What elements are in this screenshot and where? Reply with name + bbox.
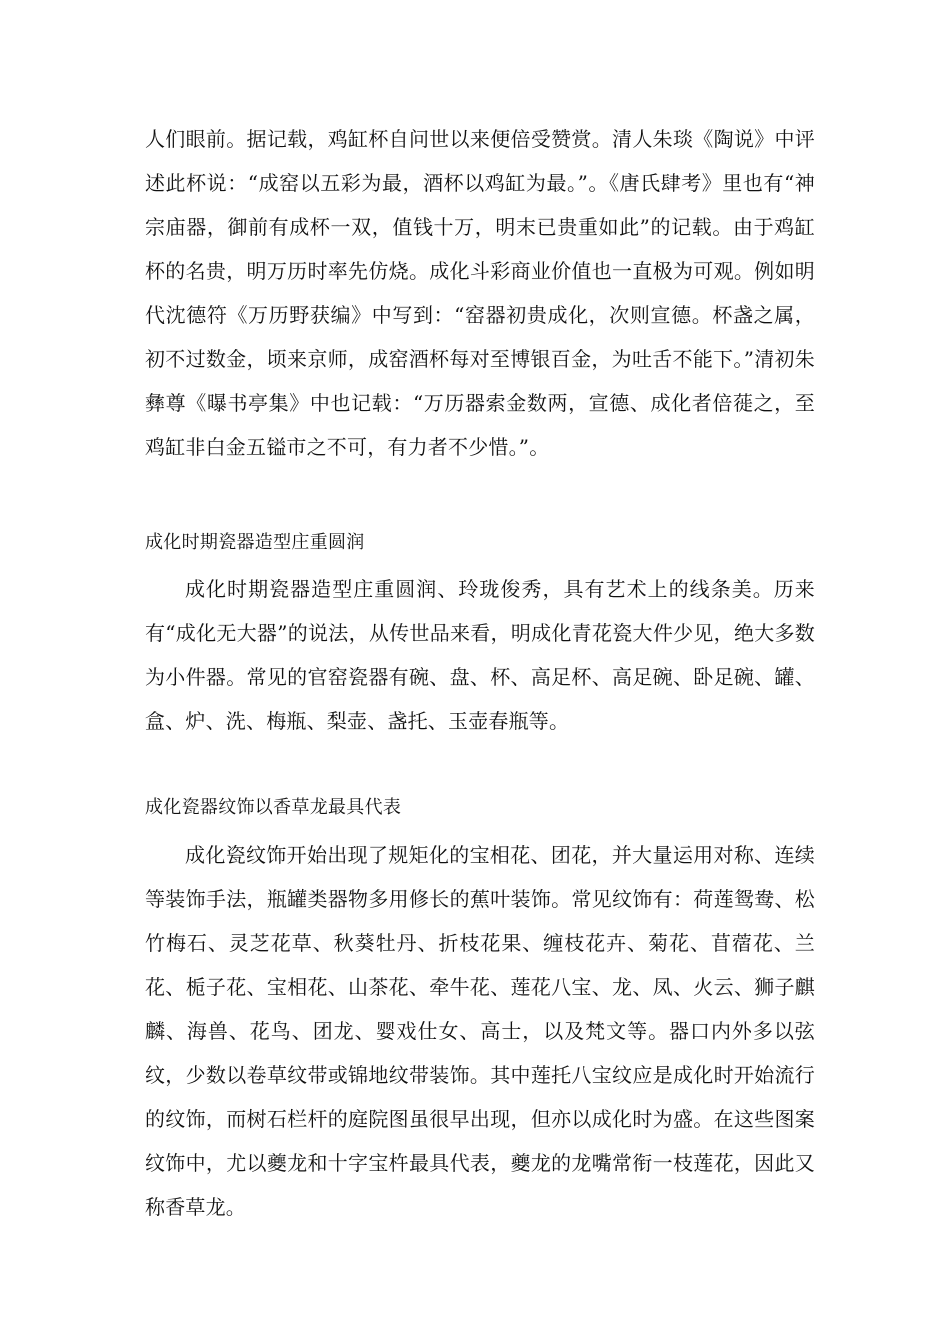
intro-block bbox=[145, 117, 815, 469]
section-heading-decoration bbox=[145, 795, 815, 821]
section-body-decoration bbox=[145, 833, 815, 1229]
section-heading: 成化瓷器纹饰以香草龙最具代表 bbox=[145, 797, 402, 818]
intro-paragraph: 人们眼前。据记载，鸡缸杯自问世以来便倍受赞赏。清人朱琰《陶说》中评述此杯说：“成窑以五彩为最，酒杯以鸡缸为最。”。《唐氏肆考》里也有“神宗庙器，御前有成杯一双，值钱十万，明末已贵重如此”的记载。由于鸡缸杯的名贵，明万历时率先仿烧。成化斗彩商业价值也一直极为可观。例如明代沈德符《万历野获编》中写到：“窑器初贵成化，次则宣德。杯盏之属，初不过数金，顷来京师，成窑酒杯每对至博银百金，为吐舌不能下。”清初朱彝尊《曝书亭集》中也记载：“万历器索金数两，宣德、成化者倍蓰之，至鸡缸非白金五镒市之不可，有力者不少惜。”。 bbox=[145, 127, 815, 459]
section-heading: 成化时期瓷器造型庄重圆润 bbox=[145, 532, 365, 553]
section-heading-shape bbox=[145, 530, 815, 556]
section-body-shape bbox=[145, 567, 815, 743]
section-paragraph: 成化瓷纹饰开始出现了规矩化的宝相花、团花，并大量运用对称、连续等装饰手法，瓶罐类器物多用修长的蕉叶装饰。常见纹饰有：荷莲鸳鸯、松竹梅石、灵芝花草、秋葵牡丹、折枝花果、缠枝花卉、菊花、苜蓿花、兰花、栀子花、宝相花、山茶花、牵牛花、莲花八宝、龙、凤、火云、狮子麒麟、海兽、花鸟、团龙、婴戏仕女、高士，以及梵文等。器口内外多以弦纹，少数以卷草纹带或锦地纹带装饰。其中莲托八宝纹应是成化时开始流行的纹饰，而树石栏杆的庭院图虽很早出现，但亦以成化时为盛。在这些图案纹饰中，尤以夔龙和十字宝杵最具代表，夔龙的龙嘴常衔一枝莲花，因此又称香草龙。 bbox=[145, 843, 815, 1219]
section-paragraph: 成化时期瓷器造型庄重圆润、玲珑俊秀，具有艺术上的线条美。历来有“成化无大器”的说法，从传世品来看，明成化青花瓷大件少见，绝大多数为小件器。常见的官窑瓷器有碗、盘、杯、高足杯、高足碗、卧足碗、罐、盒、炉、洗、梅瓶、梨壶、盏托、玉壶春瓶等。 bbox=[145, 577, 815, 733]
